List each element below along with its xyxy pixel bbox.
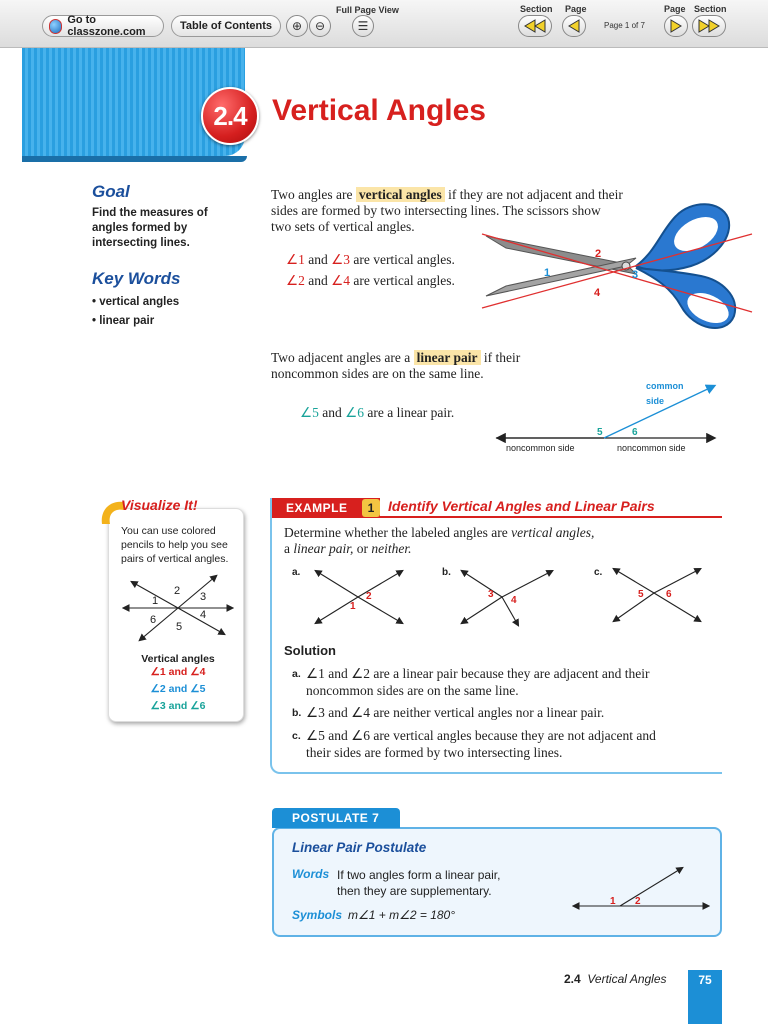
page-number-tab: 75 (688, 970, 722, 1024)
solution-list (292, 665, 722, 761)
prev-page-icon (568, 19, 580, 33)
solution-line: ∠5 and ∠6 are vertical angles because they are not adjacent and (306, 728, 656, 743)
prompt-term: vertical angles, (511, 525, 595, 540)
solution-item (292, 727, 722, 761)
visualize-caption: Vertical angles (141, 653, 215, 665)
noncommon-side-label: noncommon side (617, 443, 686, 453)
figure-ray (316, 571, 358, 597)
example-title: Identify Vertical Angles and Linear Pairs (388, 498, 655, 514)
full-page-view-label: Full Page View (336, 5, 399, 15)
example-tag: EXAMPLE (272, 498, 380, 518)
section-label-right: Section (694, 4, 727, 14)
figure-angle-label: 3 (488, 589, 494, 600)
linear-angle-5: 5 (597, 427, 603, 438)
visualize-line (178, 576, 216, 608)
postulate-line: then they are supplementary. (337, 884, 492, 898)
full-page-icon: ☰ (357, 19, 369, 33)
angle-symbol: ∠5 (300, 405, 319, 420)
scissors-angle-4: 4 (594, 287, 601, 299)
figure-ray (654, 569, 700, 593)
scissors-figure (476, 196, 756, 346)
example-figure-a (290, 563, 420, 631)
angle-symbol: ∠2 (286, 273, 305, 288)
prompt-text: a (284, 541, 294, 556)
postulate-angle-label: 1 (610, 896, 616, 907)
page-label-right: Page (664, 4, 686, 14)
common-side-label: side (646, 396, 665, 406)
next-page-icon (670, 19, 682, 33)
visualize-angle-label: 6 (150, 614, 157, 626)
example-rule (380, 516, 722, 518)
section-label-left: Section (520, 4, 553, 14)
postulate-title: Linear Pair Postulate (292, 840, 427, 855)
vertical-pair-1 (286, 252, 455, 268)
prev-page-button[interactable] (562, 15, 586, 37)
key-words-list (92, 293, 179, 331)
goal-line: angles formed by (92, 222, 188, 234)
linear-pair-example (300, 405, 454, 421)
term-linear-pair: linear pair (414, 350, 481, 365)
lesson-title: Vertical Angles (272, 94, 486, 127)
common-side-ray (604, 386, 714, 438)
definition-text: noncommon sides are on the same line. (271, 366, 484, 381)
goal-line: intersecting lines. (92, 237, 190, 249)
pair-text: are vertical angles. (349, 273, 455, 288)
visualize-angle-label: 3 (200, 591, 207, 603)
solution-label: c. (292, 730, 301, 742)
postulate-tag: POSTULATE 7 (272, 808, 400, 828)
figure-ray (614, 569, 654, 593)
solution-line: noncommon sides are on the same line. (306, 683, 519, 698)
zoom-out-icon: ⊖ (314, 19, 326, 33)
visualize-angle-label: 1 (152, 595, 159, 607)
definition-text: two sets of vertical angles. (271, 219, 415, 234)
scissors-angle-1: 1 (544, 267, 551, 279)
visualize-caption-block (108, 651, 248, 715)
toc-label: Table of Contents (179, 20, 273, 32)
goal-text (92, 206, 208, 251)
solution-heading: Solution (284, 643, 336, 658)
figure-ray (358, 597, 402, 623)
visualize-line (140, 608, 178, 640)
prompt-text: or (353, 541, 372, 556)
pair-text: and (304, 252, 332, 267)
angle-symbol: ∠4 (331, 273, 350, 288)
example-figure-c (592, 563, 722, 631)
symbols-label: Symbols (292, 908, 343, 922)
definition-text: Two adjacent angles are a (271, 350, 411, 365)
visualize-pair: ∠1 and ∠4 (150, 666, 206, 678)
visualize-line: pairs of vertical angles. (121, 553, 229, 565)
solution-item (292, 665, 722, 699)
pair-text: and (318, 405, 346, 420)
pair-text: are a linear pair. (363, 405, 455, 420)
visualize-it-title: Visualize It! (121, 497, 198, 513)
linear-angle-6: 6 (632, 427, 638, 438)
navigation-toolbar (0, 0, 768, 48)
keyword-item: • linear pair (92, 315, 155, 327)
visualize-pair: ∠3 and ∠6 (150, 700, 206, 712)
example-prompt (284, 525, 714, 557)
common-side-label: common (646, 381, 684, 391)
solution-line: ∠3 and ∠4 are neither vertical angles nor a linear pair. (306, 705, 605, 720)
figure-angle-label: 2 (366, 591, 372, 602)
keyword-item: • vertical angles (92, 296, 180, 308)
scissors-angle-2: 2 (595, 248, 602, 260)
prev-section-button[interactable] (518, 15, 552, 37)
zoom-in-icon: ⊕ (291, 19, 303, 33)
figure-label: c. (594, 567, 603, 578)
solution-item (292, 704, 722, 722)
postulate-words (337, 867, 500, 899)
pair-text: and (304, 273, 332, 288)
next-section-icon (698, 19, 720, 33)
definition-text: if they are not adjacent and their (448, 187, 623, 202)
zoom-out-button[interactable] (309, 15, 331, 37)
header-band-edge (22, 156, 247, 162)
figure-ray (358, 571, 402, 597)
figure-label: a. (292, 567, 301, 578)
pair-text: are vertical angles. (349, 252, 455, 267)
angle-symbol: ∠3 (331, 252, 350, 267)
prompt-term: neither. (371, 541, 412, 556)
figure-ray (462, 571, 502, 597)
footer-section-title: Vertical Angles (587, 972, 667, 986)
figure-angle-label: 5 (638, 589, 644, 600)
visualize-text (121, 524, 228, 566)
figure-ray (462, 597, 502, 623)
postulate-line-ray (620, 868, 682, 906)
visualize-line: pencils to help you see (121, 539, 228, 551)
next-section-button[interactable] (692, 15, 726, 37)
postulate-symbols: m∠1 + m∠2 = 180° (348, 908, 456, 922)
words-label: Words (292, 867, 330, 881)
scissors-handles (622, 204, 735, 329)
figure-ray (614, 593, 654, 621)
visualize-angle-label: 2 (174, 585, 181, 597)
prev-section-icon (524, 19, 546, 33)
vertical-pair-2 (286, 273, 455, 289)
next-page-button[interactable] (664, 15, 688, 37)
table-of-contents-button[interactable] (171, 15, 281, 37)
figure-angle-label: 4 (511, 595, 517, 606)
visualize-diagram (120, 572, 236, 642)
example-figure-b (440, 563, 570, 631)
noncommon-side-label: noncommon side (506, 443, 575, 453)
definition-text: sides are formed by two intersecting lines. The scissors show (271, 203, 601, 218)
postulate-diagram (570, 858, 714, 916)
classzone-label: Go to classzone.com (67, 14, 146, 38)
figure-angle-label: 1 (350, 601, 356, 612)
definition-text: if their (483, 350, 521, 365)
scissors-angle-3: 3 (632, 269, 639, 281)
section-number-badge: 2.4 (201, 87, 259, 145)
solution-line: ∠1 and ∠2 are a linear pair because they are adjacent and their (306, 666, 650, 681)
postulate-angle-label: 2 (635, 896, 641, 907)
footer-section (564, 972, 667, 986)
solution-label: a. (292, 668, 301, 680)
key-words-heading: Key Words (92, 269, 181, 288)
postulate-line: If two angles form a linear pair, (337, 868, 501, 882)
term-vertical-angles: vertical angles (356, 187, 445, 202)
solution-line: their sides are formed by two intersecting lines. (306, 745, 563, 760)
angle-symbol: ∠1 (286, 252, 305, 267)
visualize-pair: ∠2 and ∠5 (150, 683, 206, 695)
page-counter: Page 1 of 7 (604, 21, 645, 30)
goal-heading: Goal (92, 182, 130, 201)
definition-text: Two angles are (271, 187, 353, 202)
prompt-text: Determine whether the labeled angles are (284, 525, 512, 540)
visualize-angle-label: 5 (176, 621, 183, 633)
example-number: 1 (362, 499, 380, 517)
visualize-line: You can use colored (121, 525, 216, 537)
globe-icon (49, 19, 62, 34)
linear-pair-diagram (486, 376, 726, 456)
footer-section-number: 2.4 (564, 972, 581, 986)
figure-ray (502, 571, 552, 597)
figure-angle-label: 6 (666, 589, 672, 600)
full-page-view-button[interactable] (352, 15, 374, 37)
page-label-left: Page (565, 4, 587, 14)
goal-line: Find the measures of (92, 207, 208, 219)
figure-ray (654, 593, 700, 621)
figure-label: b. (442, 567, 451, 578)
classzone-button[interactable] (42, 15, 164, 37)
visualize-angle-label: 4 (200, 609, 207, 621)
angle-symbol: ∠6 (345, 405, 364, 420)
solution-label: b. (292, 707, 302, 719)
zoom-in-button[interactable] (286, 15, 308, 37)
prompt-term: linear pair, (293, 541, 354, 556)
